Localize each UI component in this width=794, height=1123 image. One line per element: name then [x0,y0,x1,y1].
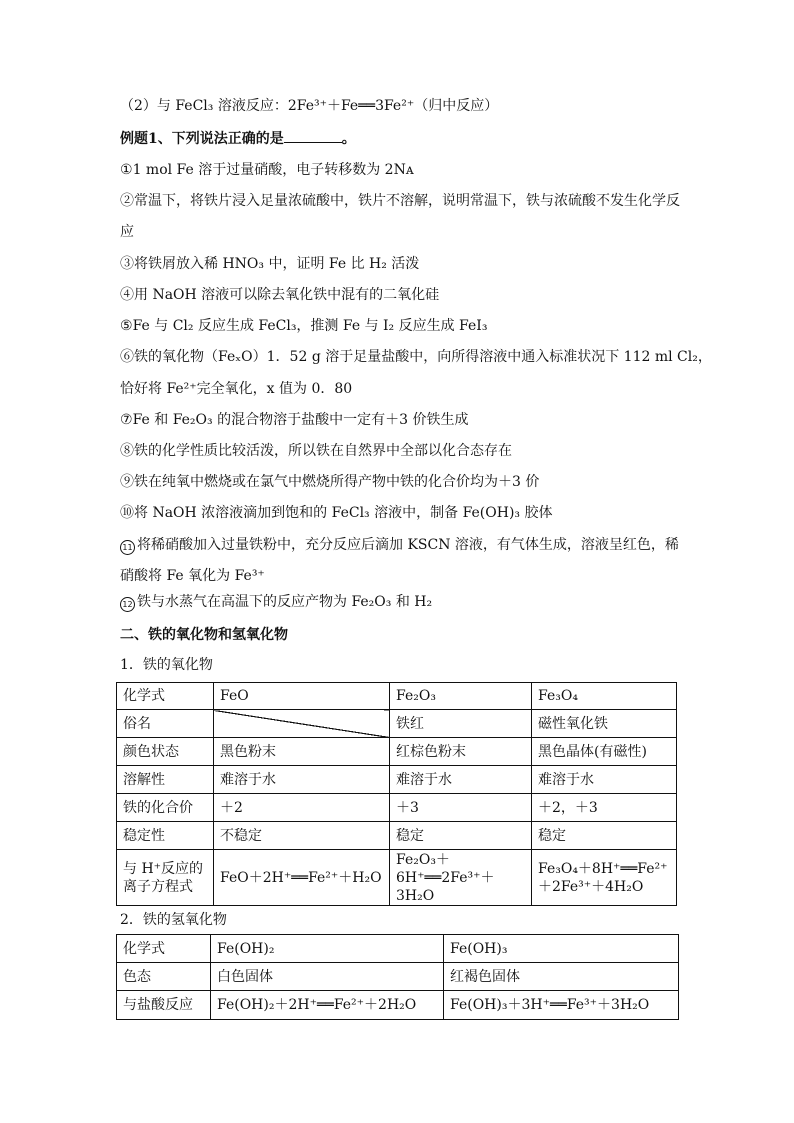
statement-item: ①1 mol Fe 溶于过量硝酸，电子转移数为 2Nᴀ [120,162,414,178]
table-row [117,991,679,1020]
table-header-cell: 化学式 [117,683,214,710]
table-cell: 红棕色粉末 [390,738,532,766]
table-cell: 红褐色固体 [444,963,679,991]
table-cell: ＋2 [214,794,390,822]
statement-item: 恰好将 Fe²⁺完全氧化，x 值为 0．80 [120,381,353,397]
statement-item: ⑧铁的化学性质比较活泼，所以铁在自然界中全部以化合态存在 [120,443,512,459]
table-cell: 与 H⁺反应的离子方程式 [117,850,214,906]
table-cell: 难溶于水 [532,766,677,794]
example-prefix: 例题1 [120,131,158,147]
table-cell: 颜色状态 [117,738,214,766]
table-cell: 溶解性 [117,766,214,794]
section-title: 二、铁的氧化物和氢氧化物 [120,627,288,643]
table-header-cell: 化学式 [117,935,211,963]
subsection-title-oxides: 1．铁的氧化物 [120,657,213,673]
table-cell: Fe₃O₄＋8H⁺══Fe²⁺＋2Fe³⁺＋4H₂O [532,850,677,906]
table-cell: 白色固体 [211,963,444,991]
statement-item: 11 将稀硝酸加入过量铁粉中，充分反应后滴加 KSCN 溶液，有气体生成，溶液呈红色，稀 [120,535,679,555]
table-header-cell: Fe₂O₃ [390,683,532,710]
example-suffix: 。 [341,131,356,147]
table-cell: Fe(OH)₃＋3H⁺══Fe³⁺＋3H₂O [444,991,679,1020]
table-cell: 稳定 [532,822,677,850]
table-cell: 难溶于水 [214,766,390,794]
table-cell: FeO＋2H⁺══Fe²⁺＋H₂O [214,850,390,906]
statement-item: ⑤Fe 与 Cl₂ 反应生成 FeCl₃，推测 Fe 与 I₂ 反应生成 FeI₃ [120,318,488,334]
table-cell: Fe₂O₃＋6H⁺══2Fe³⁺＋3H₂O [390,850,532,906]
statement-item: ④用 NaOH 溶液可以除去氧化铁中混有的二氧化硅 [120,287,440,303]
oxides-table [116,682,677,906]
table-row [117,683,677,710]
table-row [117,963,679,991]
table-row [117,822,677,850]
table-cell: ＋2，＋3 [532,794,677,822]
statement-item: 硝酸将 Fe 氧化为 Fe³⁺ [120,568,265,584]
example-question [120,128,356,149]
table-row [117,935,679,963]
table-cell: 铁的化合价 [117,794,214,822]
table-header-cell: Fe(OH)₂ [211,935,444,963]
statement-item: ⑥铁的氧化物（FeₓO）1．52 g 溶于足量盐酸中，向所得溶液中通入标准状况下 112 ml Cl₂， [120,349,712,365]
statement-item: 应 [120,224,134,240]
table-cell: 俗名 [117,710,214,738]
table-row [117,850,677,906]
hydroxides-table [116,934,679,1020]
table-row [117,710,677,738]
example-text: 、下列说法正确的是 [157,131,284,147]
table-cell: 难溶于水 [390,766,532,794]
statement-item: ③将铁屑放入稀 HNO₃ 中，证明 Fe 比 H₂ 活泼 [120,256,420,272]
table-cell: 黑色晶体(有磁性) [532,738,677,766]
table-row [117,738,677,766]
table-cell: 黑色粉末 [214,738,390,766]
statement-item: ⑨铁在纯氧中燃烧或在氯气中燃烧所得产物中铁的化合价均为＋3 价 [120,474,540,490]
table-row [117,766,677,794]
table-cell: 铁红 [390,710,532,738]
subsection-title-hydroxides: 2．铁的氢氧化物 [120,912,227,928]
table-cell: 稳定 [390,822,532,850]
table-header-cell: Fe₃O₄ [532,683,677,710]
table-cell: 磁性氧化铁 [532,710,677,738]
table-header-cell: FeO [214,683,390,710]
table-cell: 不稳定 [214,822,390,850]
table-cell: 稳定性 [117,822,214,850]
intro-line: （2）与 FeCl₃ 溶液反应：2Fe³⁺＋Fe══3Fe²⁺（归中反应） [120,98,499,114]
answer-blank [284,128,342,143]
table-cell: Fe(OH)₂＋2H⁺══Fe²⁺＋2H₂O [211,991,444,1020]
statement-item: ②常温下，将铁片浸入足量浓硫酸中，铁片不溶解，说明常温下，铁与浓硫酸不发生化学反 [120,193,680,209]
statement-item: 12 铁与水蒸气在高温下的反应产物为 Fe₂O₃ 和 H₂ [120,592,432,612]
table-cell: ＋3 [390,794,532,822]
table-cell: 色态 [117,963,211,991]
table-cell: 与盐酸反应 [117,991,211,1020]
table-row [117,794,677,822]
statement-item: ⑩将 NaOH 浓溶液滴加到饱和的 FeCl₃ 溶液中，制备 Fe(OH)₃ 胶体 [120,505,553,521]
statement-item: ⑦Fe 和 Fe₂O₃ 的混合物溶于盐酸中一定有＋3 价铁生成 [120,412,469,428]
diagonal-empty-cell [214,710,390,738]
table-header-cell: Fe(OH)₃ [444,935,679,963]
